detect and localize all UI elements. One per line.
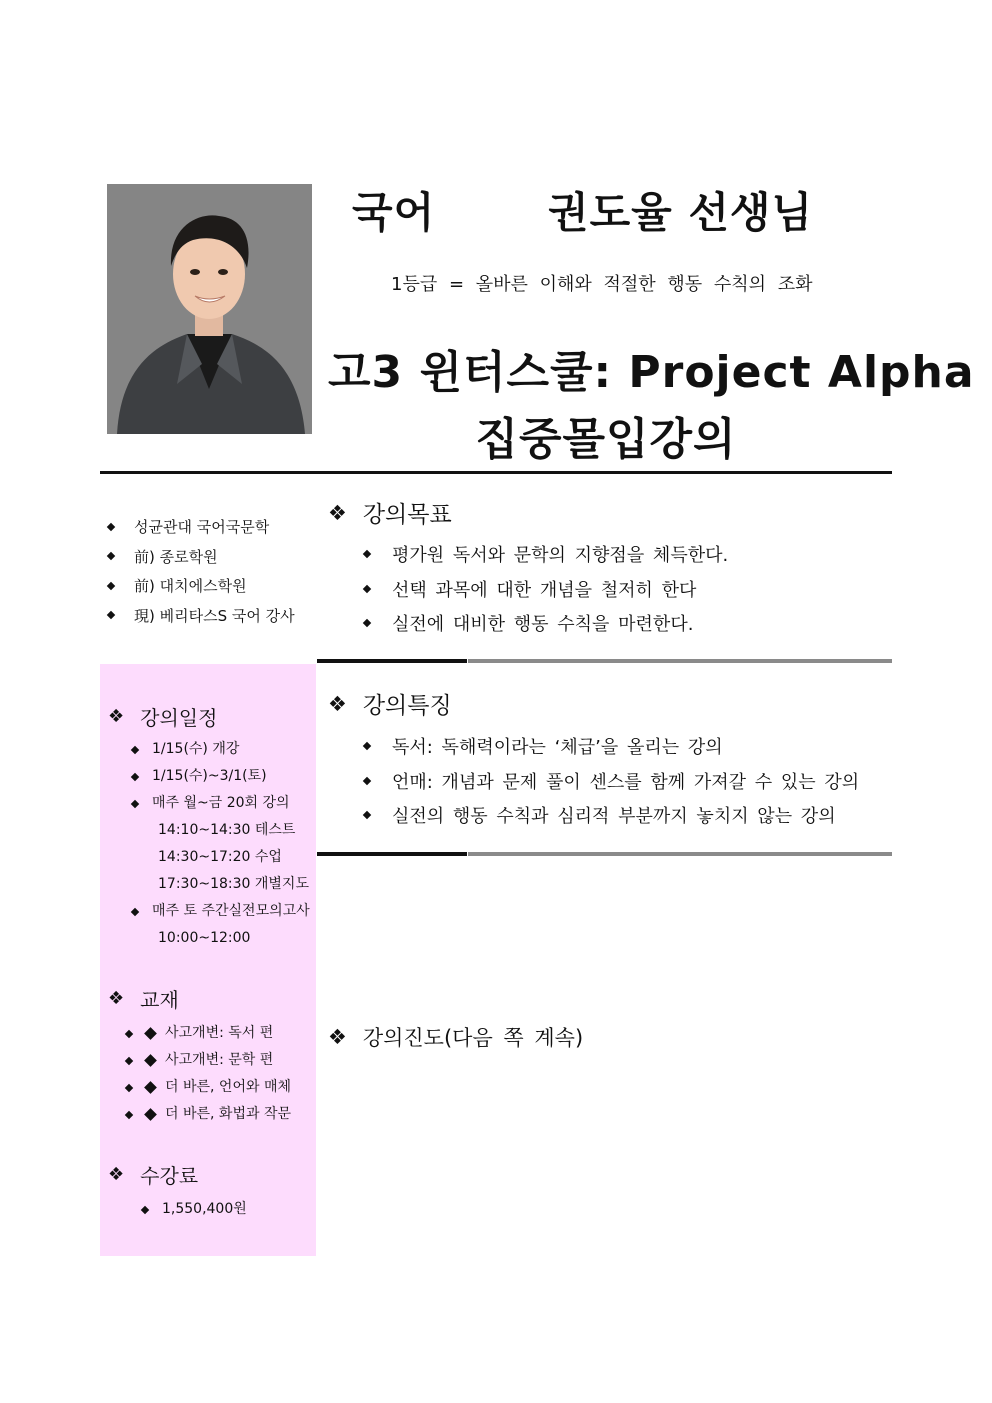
- bullet-icon: [107, 523, 115, 531]
- list-item: 성균관대 국어국문학: [108, 512, 295, 542]
- fee-list: [142, 1196, 247, 1223]
- bullet-icon: [125, 1029, 133, 1037]
- list-item: 선택 과목에 대한 개념을 철저히 한다: [364, 572, 728, 607]
- bullet-icon: [363, 811, 371, 819]
- goals-list: [364, 537, 728, 641]
- list-item: 사고개변: 문학 편: [126, 1047, 291, 1074]
- bullet-icon: [141, 1205, 149, 1213]
- list-item: 前) 종로학원: [108, 542, 295, 572]
- list-item: 사고개변: 독서 편: [126, 1020, 291, 1047]
- header-divider: [100, 471, 892, 474]
- teacher-profile: [108, 512, 295, 630]
- list-item: 더 바른, 언어와 매체: [126, 1074, 291, 1101]
- list-item: 17:30~18:30 개별지도: [158, 876, 309, 892]
- schedule-list: [132, 736, 310, 952]
- bullet-icon: [363, 742, 371, 750]
- bullet-icon: [144, 1081, 157, 1094]
- bullet-icon: [144, 1054, 157, 1067]
- goals-heading: ❖ 강의목표: [328, 500, 452, 528]
- list-item: 1/15(수) 개강: [132, 736, 310, 763]
- clover-bullet-icon: ❖: [328, 1025, 347, 1049]
- bullet-icon: [131, 772, 139, 780]
- list-item: 매주 토 주간실전모의고사: [132, 898, 310, 925]
- bullet-icon: [363, 550, 371, 558]
- list-item: 실전에 대비한 행동 수칙을 마련한다.: [364, 606, 728, 641]
- bullet-icon: [131, 799, 139, 807]
- clover-bullet-icon: ❖: [108, 1164, 125, 1185]
- list-item: 10:00~12:00: [158, 930, 251, 946]
- bullet-icon: [125, 1083, 133, 1091]
- bullet-icon: [107, 611, 115, 619]
- bullet-icon: [107, 552, 115, 560]
- list-item: 더 바른, 화법과 작문: [126, 1101, 291, 1128]
- bullet-icon: [363, 777, 371, 785]
- clover-bullet-icon: ❖: [108, 706, 125, 727]
- textbooks-heading: ❖ 교재: [108, 988, 179, 1012]
- list-item: 1,550,400원: [142, 1196, 247, 1223]
- teacher-name: 권도율 선생님: [548, 188, 814, 237]
- list-item: 평가원 독서와 문학의 지향점을 체득한다.: [364, 537, 728, 572]
- list-item: 매주 월~금 20회 강의: [132, 790, 310, 817]
- clover-bullet-icon: ❖: [328, 500, 347, 525]
- bullet-icon: [363, 619, 371, 627]
- teacher-photo: [107, 184, 312, 434]
- list-item: 現) 베리타스S 국어 강사: [108, 601, 295, 631]
- clover-bullet-icon: ❖: [328, 691, 347, 716]
- list-item: 독서: 독해력이라는 ‘체급’을 올리는 강의: [364, 729, 859, 764]
- schedule-heading: ❖ 강의일정: [108, 706, 218, 730]
- bullet-icon: [107, 582, 115, 590]
- bullet-icon: [125, 1110, 133, 1118]
- fee-heading: ❖ 수강료: [108, 1164, 199, 1188]
- bullet-icon: [144, 1027, 157, 1040]
- bullet-icon: [125, 1056, 133, 1064]
- list-item: 실전의 행동 수칙과 심리적 부분까지 놓치지 않는 강의: [364, 798, 859, 833]
- bullet-icon: [131, 907, 139, 915]
- list-item: 14:30~17:20 수업: [158, 849, 282, 865]
- features-heading: ❖ 강의특징: [328, 691, 452, 719]
- progress-heading: ❖ 강의진도(다음 쪽 계속): [328, 1025, 584, 1050]
- bullet-icon: [131, 745, 139, 753]
- info-panel: [100, 664, 316, 1256]
- textbooks-list: [126, 1020, 291, 1128]
- bullet-icon: [363, 585, 371, 593]
- motto: 1등급 = 올바른 이해와 적절한 행동 수칙의 조화: [391, 274, 813, 295]
- list-item: 前) 대치에스학원: [108, 571, 295, 601]
- list-item: 14:10~14:30 테스트: [158, 822, 296, 838]
- list-item: 언매: 개념과 문제 풀이 센스를 함께 가져갈 수 있는 강의: [364, 764, 859, 799]
- clover-bullet-icon: ❖: [108, 988, 125, 1009]
- course-subtitle: 집중몰입강의: [475, 414, 737, 465]
- features-list: [364, 729, 859, 833]
- list-item: 1/15(수)~3/1(토): [132, 763, 310, 790]
- bullet-icon: [144, 1108, 157, 1121]
- subject-title: 국어: [352, 188, 436, 237]
- course-title: 고3 윈터스쿨: Project Alpha: [328, 347, 975, 398]
